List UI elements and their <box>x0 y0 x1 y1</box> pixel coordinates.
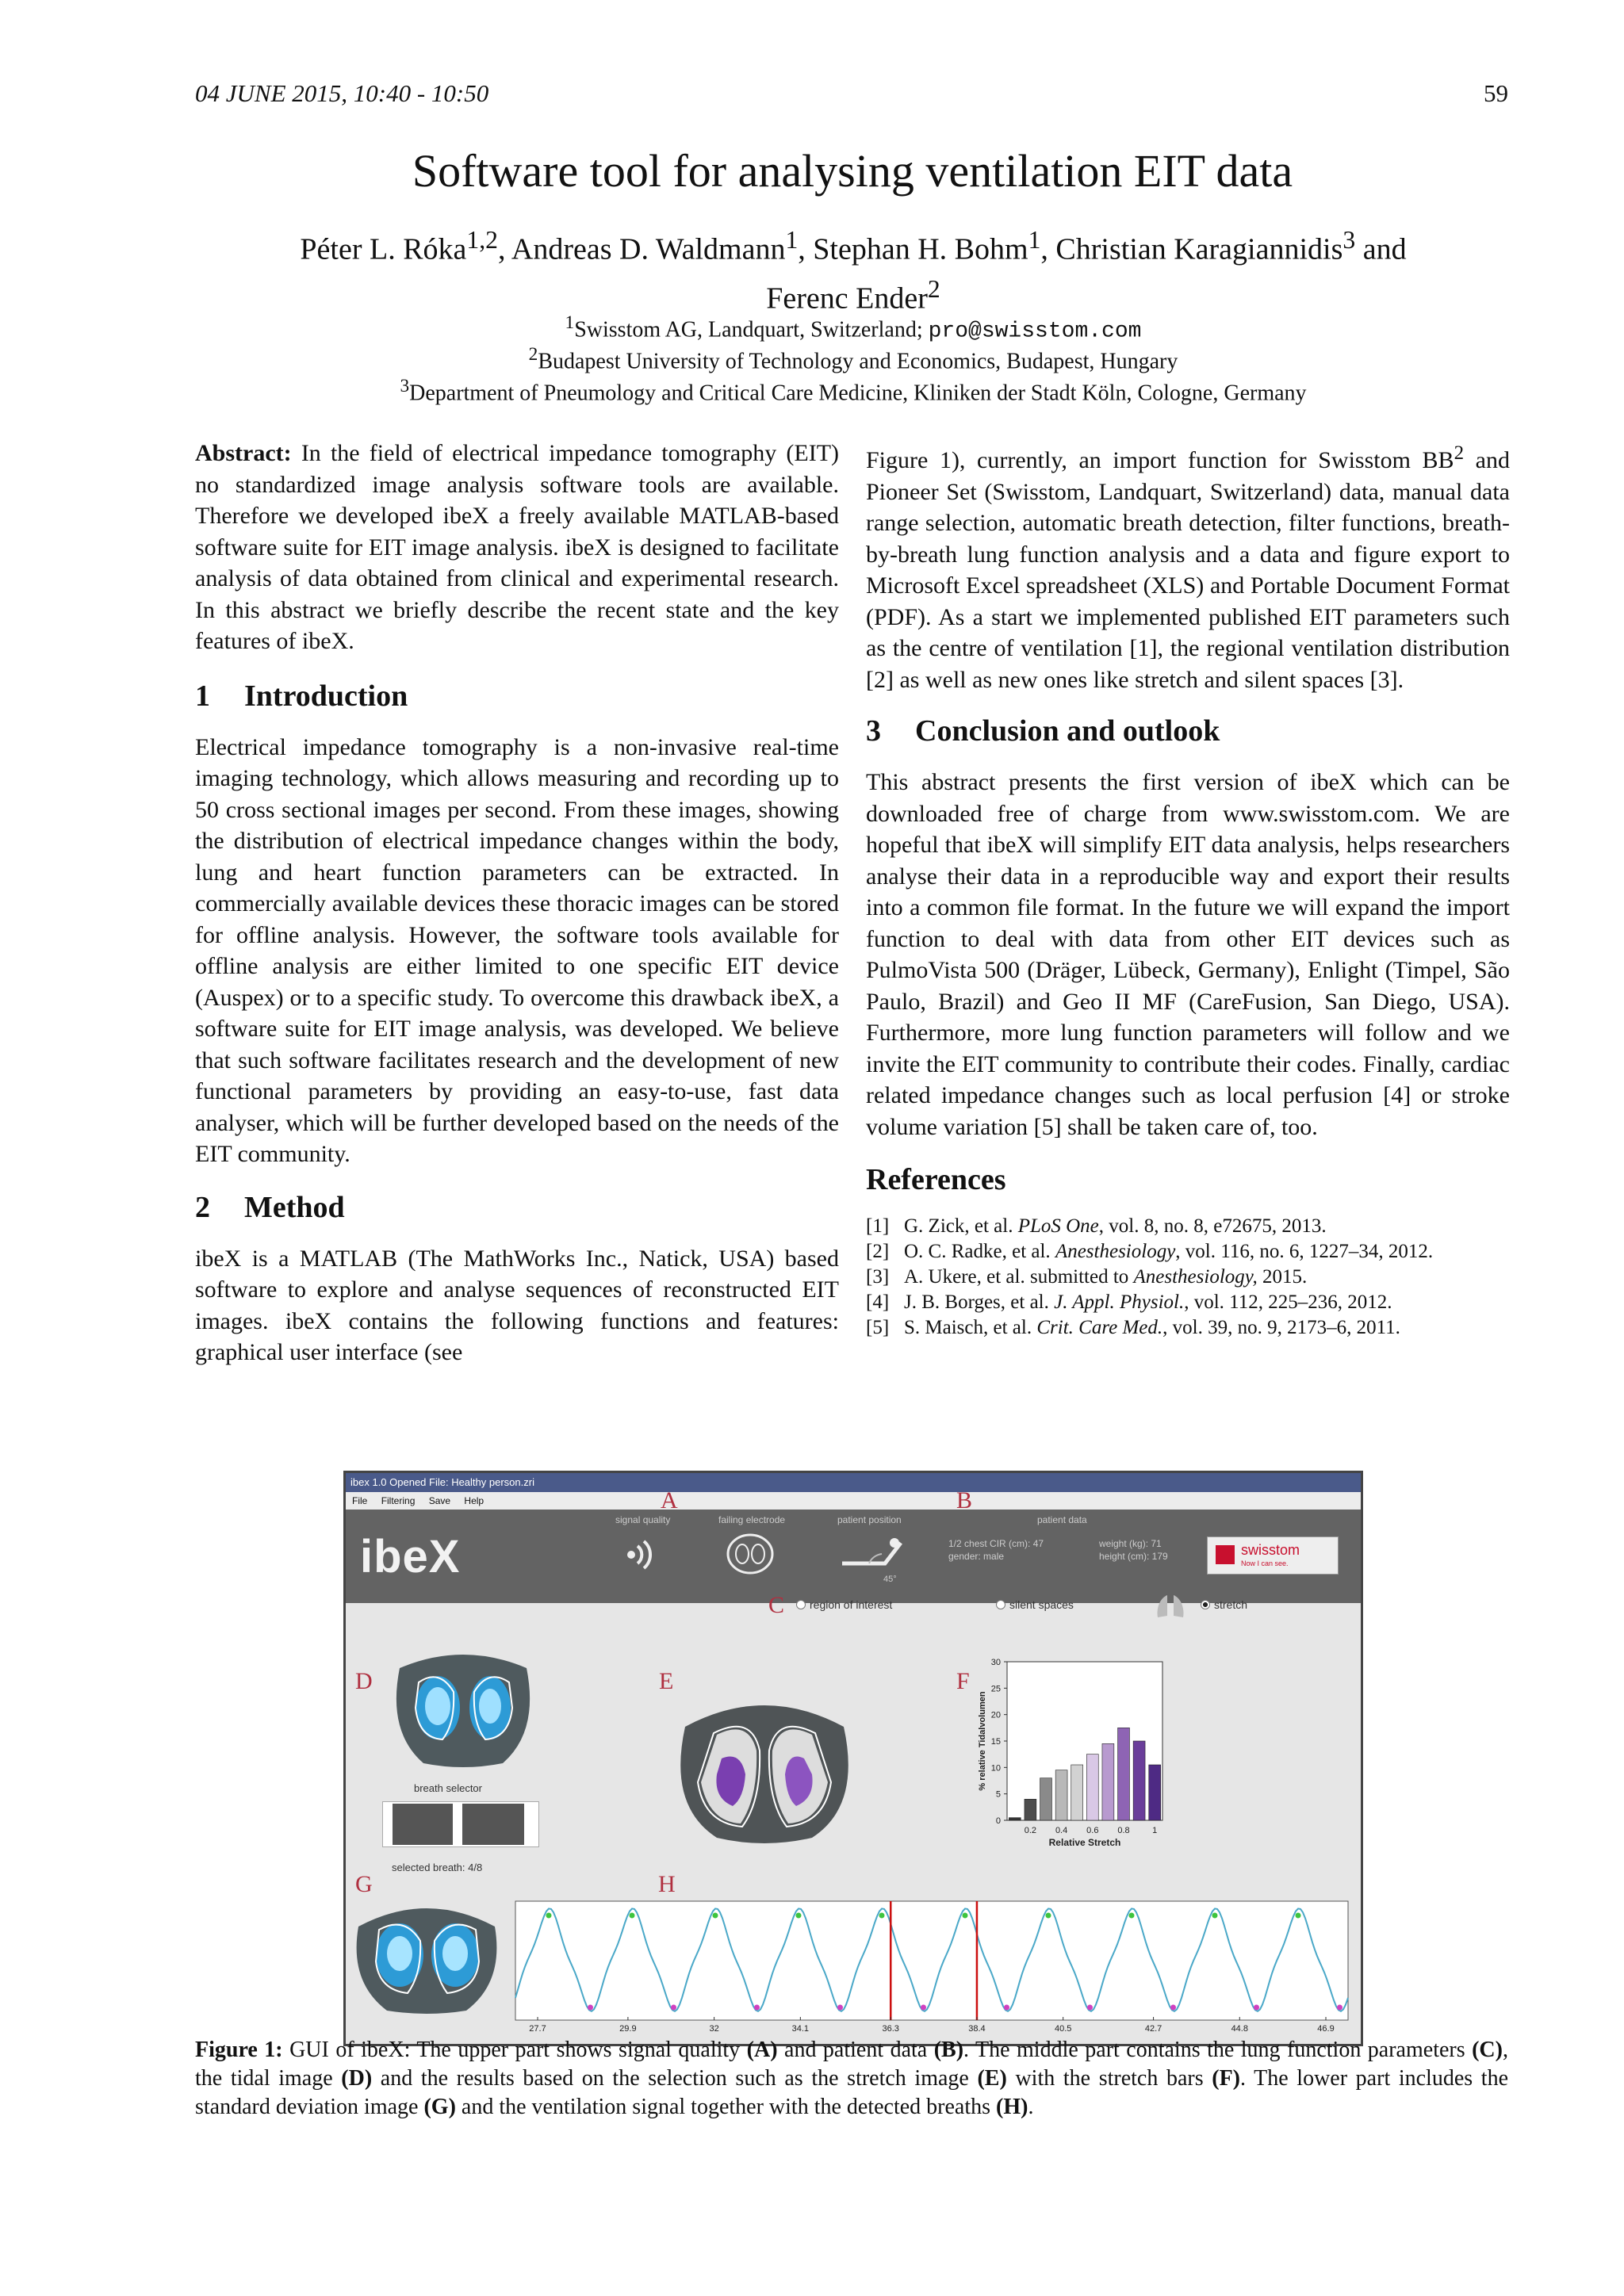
x-tick-label: 0.2 <box>1024 1826 1037 1835</box>
page-number: 59 <box>1484 79 1508 107</box>
x-axis-label: Relative Stretch <box>1048 1837 1121 1848</box>
ref-num: [3] <box>866 1266 890 1288</box>
stretch-bar <box>1102 1743 1114 1820</box>
breath-trough-marker <box>1087 2005 1093 2011</box>
caption-ref: (D) <box>341 2066 373 2091</box>
author-sup: 2 <box>927 274 940 303</box>
ref-authors: A. Ukere, et al. submitted to <box>904 1266 1134 1288</box>
stretch-bar <box>1149 1765 1161 1820</box>
author-name: Christian Karagiannidis <box>1055 232 1343 266</box>
reference-list <box>866 1214 1510 1341</box>
stretch-bar <box>1040 1778 1052 1820</box>
signal-x-tick-label: 27.7 <box>529 2024 546 2034</box>
selected-breath: selected breath: 4/8 <box>392 1862 483 1873</box>
breath-trough-marker <box>671 2005 676 2011</box>
section-title: Conclusion and outlook <box>915 714 1220 748</box>
x-tick-label: 0.4 <box>1055 1826 1068 1835</box>
section-number: 3 <box>866 714 881 748</box>
caption-label: Figure 1: <box>195 2038 283 2062</box>
breath-selector[interactable] <box>382 1801 539 1847</box>
ventilation-signal-chart[interactable] <box>512 1898 1356 2041</box>
label-E: E <box>659 1668 674 1694</box>
breath-trough-marker <box>588 2005 593 2011</box>
patient-data-label: patient data <box>1037 1514 1087 1525</box>
menu-help[interactable]: Help <box>464 1495 485 1506</box>
signal-x-tick-label: 34.1 <box>791 2024 810 2034</box>
breath-trough-marker <box>1337 2005 1342 2011</box>
standard-deviation-image[interactable] <box>347 1895 506 2014</box>
label-C: C <box>768 1592 785 1618</box>
radio-silent-spaces[interactable]: silent spaces <box>996 1598 1074 1611</box>
signal-x-tick-label: 44.8 <box>1231 2024 1248 2034</box>
ref-details: , vol. 39, no. 9, 2173–6, 2011. <box>1162 1317 1400 1338</box>
abstract-label: Abstract: <box>195 440 292 466</box>
stretch-bar-chart <box>972 1647 1178 1854</box>
author-name: Ferenc Ender <box>766 281 928 316</box>
label-D: D <box>355 1668 373 1694</box>
stretch-bar <box>1055 1770 1067 1820</box>
caption-text: and patient data <box>777 2038 934 2062</box>
label-F: F <box>956 1668 970 1694</box>
caption-ref: (C) <box>1472 2038 1503 2062</box>
figure-caption <box>195 2036 1508 2122</box>
signal-x-tick-label: 46.9 <box>1317 2024 1335 2034</box>
introduction-text: Electrical impedance tomography is a non-invasive real-time imaging technology, which allows measuring and recording up to 50 cross sectional images per second. From these images, showing the distribution of electrical impedance changes within the body, lung and heart function parameters can be extracted. In commercially available devices these thoracic images can be stored for offline analysis. However, the software tools available for offline analysis are either limited to one specific EIT device (Auspex) or to a specific study. To overcome this drawback ibeX, a software suite for EIT image analysis, was developed. We believe that such software facilitates research and the development of new functional parameters by providing an easy-to-use, fast data analyser, which will be further developed based on the needs of the EIT community. <box>195 733 839 1167</box>
y-tick-label: 0 <box>995 1816 1001 1826</box>
author-name: Stephan H. Bohm <box>813 232 1028 266</box>
tidal-image[interactable] <box>384 1644 542 1771</box>
caption-text: . The middle part contains the lung function parameters <box>963 2038 1473 2062</box>
ref-authors: O. C. Radke, et al. <box>904 1241 1055 1262</box>
signal-plot-area <box>515 1901 1348 2020</box>
references-heading: References <box>866 1163 1006 1196</box>
signal-x-tick-label: 40.5 <box>1054 2024 1072 2034</box>
author-list: Péter L. Róka$^{1,2}$, Andreas D. Waldmann$^1$, Stephan H. Bohm$^1$, Christian Karagiannidis$^3$ and Ferenc Ender$^2$ <box>300 226 1407 316</box>
failing-electrode-label: failing electrode <box>718 1514 786 1525</box>
failing-electrode-icon <box>725 1530 776 1578</box>
section-heading-introduction <box>195 676 839 716</box>
x-tick-label: 0.8 <box>1117 1826 1130 1835</box>
breath-trough-marker <box>1004 2005 1009 2011</box>
ref-authors: G. Zick, et al. <box>904 1215 1018 1237</box>
abstract <box>195 438 839 657</box>
ref-journal: Anesthesiology <box>1055 1241 1176 1262</box>
breath-trough-marker <box>1254 2005 1259 2011</box>
ref-details: 2015. <box>1257 1266 1308 1288</box>
caption-ref: (E) <box>977 2066 1007 2091</box>
ref-num: [2] <box>866 1241 890 1262</box>
affiliation-sup: 3 <box>400 376 410 396</box>
abstract-text: In the field of electrical impedance tomography (EIT) no standardized image analysis software tools are available. Therefore we developed ibeX a freely available MATLAB-based software suite for EIT image analysis. ibeX is designed to facilitate analysis of data obtained from clinical and experimental research. In this abstract we briefly describe the recent state and the key features of ibeX. <box>195 440 840 654</box>
ref-journal: Crit. Care Med. <box>1036 1317 1163 1338</box>
patient-weight: weight (kg): 71 <box>1099 1538 1162 1549</box>
caption-ref: (A) <box>746 2038 778 2062</box>
breath-trough-marker <box>837 2005 843 2011</box>
swisstom-logo-icon <box>1216 1545 1235 1564</box>
breath-peak-marker <box>630 1913 635 1919</box>
affiliation-3 <box>195 376 1511 406</box>
ref-num: [5] <box>866 1317 890 1338</box>
swisstom-brand <box>1207 1536 1339 1575</box>
stretch-bar <box>1071 1765 1083 1820</box>
breath-peak-marker <box>713 1913 718 1919</box>
ref-num: [1] <box>866 1215 890 1237</box>
stretch-bar <box>1133 1741 1145 1820</box>
breath-selector-label: breath selector <box>414 1782 482 1794</box>
ref-details: , vol. 8, no. 8, e72675, 2013. <box>1098 1215 1327 1237</box>
contact-email[interactable]: pro@swisstom.com <box>928 319 1142 344</box>
caption-text: , the tidal image <box>195 2038 1508 2091</box>
y-tick-label: 30 <box>990 1658 1001 1667</box>
author-name: Péter L. Róka <box>300 232 467 266</box>
signal-x-tick-label: 38.4 <box>968 2024 986 2034</box>
window-titlebar: ibex 1.0 Opened File: Healthy person.zri <box>346 1473 1361 1492</box>
breath-peak-marker <box>963 1913 968 1919</box>
section-heading-method <box>195 1188 839 1227</box>
y-axis-label: % relative Tidalvolumen <box>978 1691 987 1791</box>
conclusion-text: This abstract presents the first version of ibeX which can be downloaded free of charge from www.swisstom.com. We are hopeful that ibeX will simplify EIT data analysis, helps researchers analyse their data in a reproducible way and export their results into a common file format. In the future we will expand the import function to deal with data from other EIT devices such as PulmoVista 500 (Dräger, Lübeck, Germany), Enlight (Timpel, São Paulo, Brazil) and Geo II MF (CareFusion, San Diego, USA). Furthermore, more lung function parameters will follow and we invite the EIT community to contribute their codes. Finally, cardiac related impedance changes such as local perfusion [4] or stroke volume variation [5] shall be taken care of, too. <box>866 769 1510 1140</box>
label-H: H <box>658 1871 676 1897</box>
section-number: 1 <box>195 679 210 713</box>
affiliation-sup: 1 <box>565 312 575 333</box>
brand-name: swisstom <box>1241 1542 1300 1558</box>
author-sup: 1,2 <box>466 226 498 254</box>
x-tick-label: 1 <box>1152 1826 1158 1835</box>
stretch-bar <box>1009 1818 1021 1820</box>
radio-region-of-interest[interactable]: region of interest <box>796 1598 892 1611</box>
caption-ref: (F) <box>1212 2066 1241 2091</box>
ibex-gui-figure <box>343 1471 1363 2046</box>
signal-x-tick-label: 42.7 <box>1144 2024 1162 2034</box>
lungs-icon <box>1153 1592 1188 1621</box>
breath-peak-marker <box>1129 1913 1135 1919</box>
caption-text: and the results based on the selection such as the stretch image <box>372 2066 978 2091</box>
caption-text: with the stretch bars <box>1006 2066 1212 2091</box>
affiliation-1 <box>195 312 1511 343</box>
breath-selector-bar[interactable] <box>393 1804 453 1845</box>
method-cont-sup: 2 <box>1454 442 1465 464</box>
menu-filtering[interactable]: Filtering <box>381 1495 416 1506</box>
radio-stretch[interactable]: stretch <box>1201 1598 1247 1611</box>
patient-gender: gender: male <box>948 1551 1005 1562</box>
stretch-bar <box>1118 1728 1130 1820</box>
label-A: A <box>661 1487 678 1513</box>
y-tick-label: 10 <box>990 1763 1001 1774</box>
chest-circumference: 1/2 chest CIR (cm): 47 <box>948 1538 1044 1549</box>
breath-peak-marker <box>1046 1913 1051 1919</box>
reference-item <box>866 1239 1510 1265</box>
author-sup: 1 <box>1028 226 1041 254</box>
left-column <box>195 438 839 1368</box>
caption-text: GUI of ibeX: The upper part shows signal quality <box>282 2038 747 2062</box>
y-tick-label: 20 <box>990 1710 1001 1720</box>
breath-peak-marker <box>796 1913 802 1919</box>
ref-journal: J. Appl. Physiol. <box>1054 1292 1185 1313</box>
label-G: G <box>355 1871 373 1897</box>
menu-bar <box>346 1492 1361 1510</box>
ref-journal: PLoS One <box>1017 1215 1099 1237</box>
reference-item <box>866 1214 1510 1239</box>
breath-peak-marker <box>1296 1913 1301 1919</box>
method-text: ibeX is a MATLAB (The MathWorks Inc., Natick, USA) based software to explore and analyse sequences of reconstructed EIT images. ibeX contains the following functions and features: graphical user interface (see <box>195 1245 839 1365</box>
ref-details: , vol. 112, 225–236, 2012. <box>1184 1292 1392 1313</box>
affiliation-2 <box>195 344 1511 374</box>
label-B: B <box>956 1487 973 1513</box>
method-cont-a: Figure 1), currently, an import function for Swisstom BB <box>866 447 1454 473</box>
caption-ref: (H) <box>996 2095 1028 2119</box>
section-heading-conclusion <box>866 711 1510 751</box>
patient-height: height (cm): 179 <box>1099 1551 1168 1562</box>
caption-text: . The lower part includes the standard deviation image <box>195 2066 1508 2119</box>
y-tick-label: 25 <box>990 1684 1001 1694</box>
breath-peak-marker <box>546 1913 552 1919</box>
running-header-session: 04 JUNE 2015, 10:40 - 10:50 <box>195 79 489 107</box>
breath-selector-bar[interactable] <box>462 1804 524 1845</box>
ref-journal: Anesthesiology, <box>1133 1266 1258 1288</box>
patient-position-icon <box>837 1532 909 1579</box>
ref-details: , vol. 116, no. 6, 1227–34, 2012. <box>1175 1241 1434 1262</box>
caption-text: and the ventilation signal together with the detected breaths <box>455 2095 997 2119</box>
reference-item <box>866 1315 1510 1341</box>
breath-peak-marker <box>1212 1913 1218 1919</box>
paper-title: Software tool for analysing ventilation EIT data <box>412 145 1293 197</box>
author-and: and <box>1362 232 1407 266</box>
ref-authors: S. Maisch, et al. <box>904 1317 1037 1338</box>
caption-ref: (G) <box>423 2095 456 2119</box>
ibex-logo: ibeX <box>360 1531 461 1582</box>
author-sup: 1 <box>785 226 799 254</box>
reference-item <box>866 1290 1510 1315</box>
author-name: Andreas D. Waldmann <box>511 232 786 266</box>
signal-quality-icon <box>623 1535 663 1575</box>
menu-save[interactable]: Save <box>428 1495 451 1506</box>
breath-trough-marker <box>1170 2005 1176 2011</box>
right-column <box>866 438 1510 1341</box>
patient-position-label: patient position <box>837 1514 902 1525</box>
affiliation-sup: 2 <box>528 344 538 365</box>
section-title: Introduction <box>244 679 408 713</box>
affiliation-text: Swisstom AG, Landquart, Switzerland; <box>574 317 929 342</box>
ref-authors: J. B. Borges, et al. <box>904 1292 1055 1313</box>
header-band <box>346 1510 1361 1603</box>
method-text-continued <box>866 438 1510 695</box>
signal-quality-label: signal quality <box>615 1514 671 1525</box>
affiliation-text: Department of Pneumology and Critical Care Medicine, Kliniken der Stadt Köln, Cologne, Germany <box>409 381 1307 406</box>
method-cont-b: and Pioneer Set (Swisstom, Landquart, Switzerland) data, manual data range selection, automatic breath detection, filter functions, breath-by-breath lung function analysis and a data and figure export to Microsoft Excel spreadsheet (XLS) and Portable Document Format (PDF). As a start we implemented published EIT parameters such as the centre of ventilation [1], the regional ventilation distribution [2] as well as new ones like stretch and silent spaces [3]. <box>866 447 1510 693</box>
y-tick-label: 15 <box>990 1737 1001 1747</box>
breath-peak-marker <box>879 1913 885 1919</box>
y-tick-label: 5 <box>995 1789 1001 1800</box>
ref-num: [4] <box>866 1292 890 1313</box>
section-title: Method <box>244 1190 345 1224</box>
breath-trough-marker <box>754 2005 760 2011</box>
signal-x-tick-label: 36.3 <box>882 2024 899 2034</box>
stretch-image[interactable] <box>661 1687 868 1846</box>
brand-tagline: Now I can see. <box>1241 1559 1289 1567</box>
stretch-bar <box>1025 1799 1036 1820</box>
caption-text: . <box>1028 2095 1034 2119</box>
affiliation-text: Budapest University of Technology and Economics, Budapest, Hungary <box>538 349 1178 374</box>
caption-ref: (B) <box>933 2038 964 2062</box>
signal-x-tick-label: 29.9 <box>619 2024 637 2034</box>
patient-angle: 45° <box>883 1575 897 1584</box>
menu-file[interactable]: File <box>352 1495 368 1506</box>
author-sup: 3 <box>1342 226 1356 254</box>
section-number: 2 <box>195 1190 210 1224</box>
reference-item <box>866 1265 1510 1290</box>
stretch-bar <box>1086 1755 1098 1820</box>
breath-trough-marker <box>921 2005 926 2011</box>
x-tick-label: 0.6 <box>1086 1826 1099 1835</box>
signal-x-tick-label: 32 <box>709 2024 719 2034</box>
